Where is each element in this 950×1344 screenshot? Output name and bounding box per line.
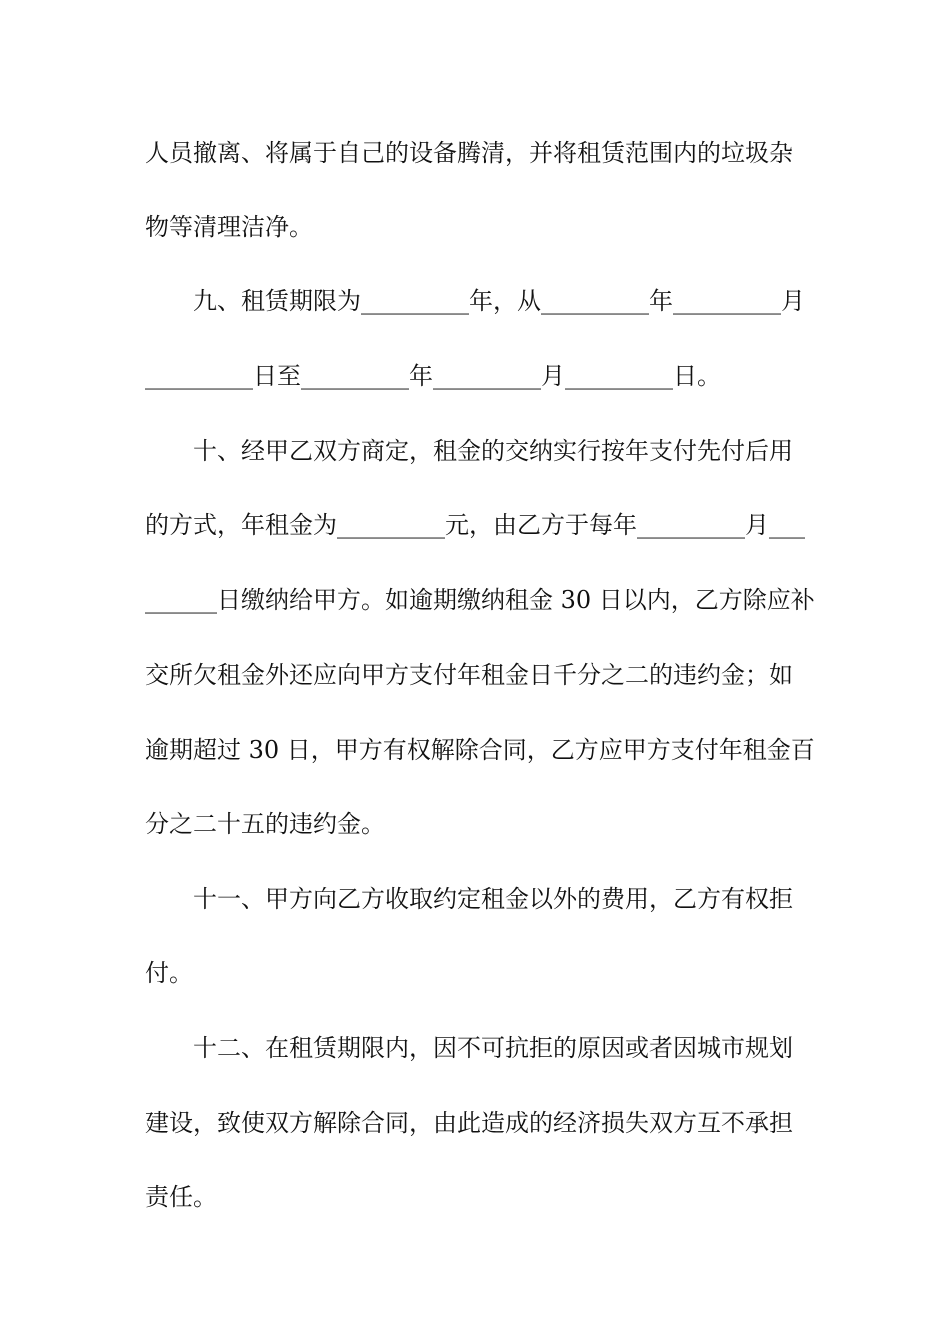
paragraph-line: _________日至_________年_________月_________日。 <box>145 362 721 390</box>
paragraph-line: 物等清理洁净。 <box>145 213 313 241</box>
clause-10-line: 十、经甲乙双方商定，租金的交纳实行按年支付先付后用 <box>193 437 793 465</box>
clause-12-line: 十二、在租赁期限内，因不可抗拒的原因或者因城市规划 <box>193 1034 793 1062</box>
paragraph-line: 建设，致使双方解除合同，由此造成的经济损失双方互不承担 <box>145 1109 793 1137</box>
paragraph-line: 人员撤离、将属于自己的设备腾清，并将租赁范围内的垃圾杂 <box>145 139 793 167</box>
paragraph-line: 的方式，年租金为_________元，由乙方于每年_________月___ <box>145 511 805 539</box>
clause-9-line: 九、租赁期限为_________年，从_________年_________月 <box>193 287 805 315</box>
paragraph-line: 逾期超过 30 日，甲方有权解除合同，乙方应甲方支付年租金百 <box>145 736 815 764</box>
paragraph-line: 责任。 <box>145 1183 217 1211</box>
clause-11-line: 十一、甲方向乙方收取约定租金以外的费用，乙方有权拒 <box>193 885 793 913</box>
paragraph-line: ______日缴纳给甲方。如逾期缴纳租金 30 日以内，乙方除应补 <box>145 586 815 614</box>
paragraph-line: 付。 <box>145 959 193 987</box>
paragraph-line: 分之二十五的违约金。 <box>145 810 385 838</box>
paragraph-line: 交所欠租金外还应向甲方支付年租金日千分之二的违约金；如 <box>145 661 793 689</box>
